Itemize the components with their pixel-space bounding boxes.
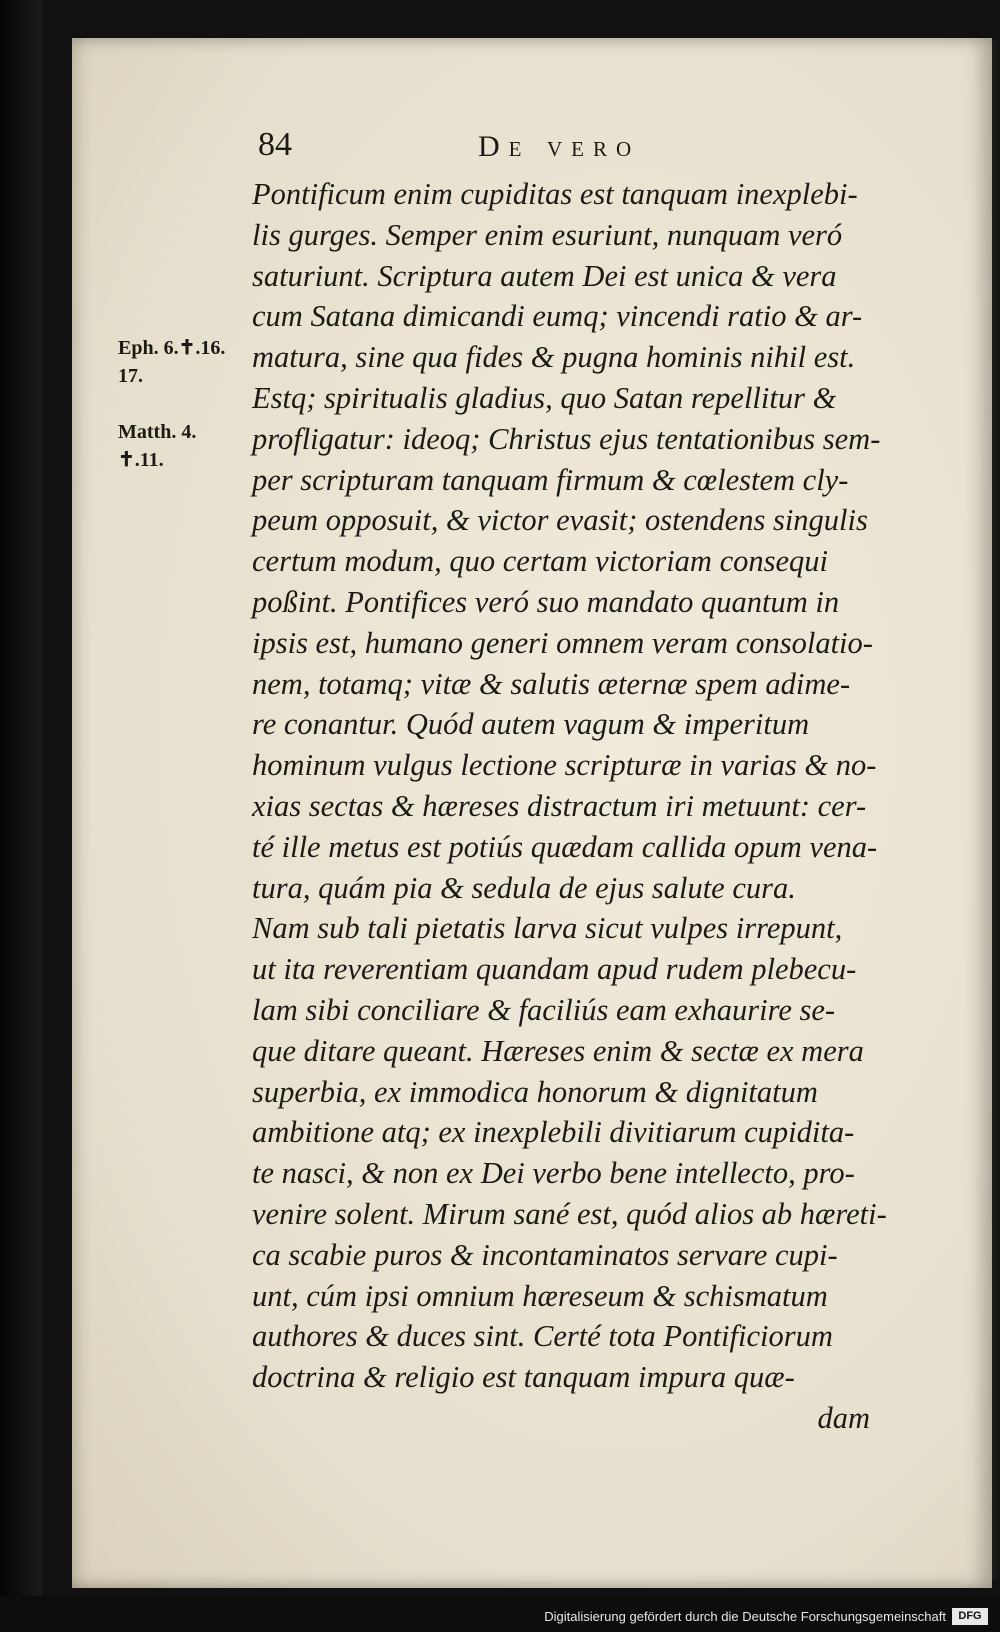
running-head: De vero (478, 130, 641, 163)
text-line: authores & duces sint. Certé tota Pontificiorum (252, 1319, 833, 1354)
text-line: cum Satana dimicandi eumq; vincendi ratio & ar- (252, 299, 863, 334)
text-line: que ditare queant. Hæreses enim & sectæ ex mera (252, 1033, 864, 1068)
text-line: hominum vulgus lectione scripturæ in varias & no- (252, 748, 877, 783)
margin-note: 17. (118, 365, 143, 387)
text-line: Estq; spiritualis gladius, quo Satan repellitur & (252, 380, 837, 415)
text-line: matura, sine qua fides & pugna hominis nihil est. (252, 340, 856, 375)
margin-note: Eph. 6.✝.16. (118, 337, 226, 359)
text-line: té ille metus est potiús quædam callida opum vena- (252, 829, 878, 864)
margin-notes (118, 334, 258, 474)
body-text (252, 174, 892, 1439)
margin-note (118, 390, 258, 418)
text-line: ipsis est, humano generi omnem veram consolatio- (252, 625, 873, 660)
text-line: re conantur. Quód autem vagum & imperitum (252, 707, 810, 742)
text-line: superbia, ex immodica honorum & dignitatum (252, 1074, 818, 1109)
text-line: unt, cúm ipsi omnium hæreseum & schismatum (252, 1278, 828, 1313)
text-line: Nam sub tali pietatis larva sicut vulpes irrepunt, (252, 911, 843, 946)
text-line: Pontificum enim cupiditas est tanquam inexplebi- (252, 177, 858, 211)
text-line: profligatur: ideoq; Christus ejus tentationibus sem- (252, 421, 881, 456)
text-line: xias sectas & hæreses distractum iri metuunt: cer- (252, 788, 867, 823)
funding-credit: Digitalisierung gefördert durch die Deutsche Forschungsgemeinschaft (544, 1609, 946, 1624)
page-number: 84 (258, 126, 292, 163)
text-line: venire solent. Mirum sané est, quód alios ab hæreti- (252, 1196, 887, 1231)
text-line: peum opposuit, & victor evasit; ostendens singulis (252, 503, 868, 538)
text-line: nem, totamq; vitæ & salutis æternæ spem adime- (252, 666, 851, 701)
dfg-logo: DFG (952, 1608, 988, 1625)
text-line: doctrina & religio est tanquam impura quæ- (252, 1360, 795, 1395)
text-line: per scripturam tanquam firmum & cœlestem cly- (252, 462, 849, 497)
margin-note: ✝.11. (118, 449, 164, 471)
text-line: te nasci, & non ex Dei verbo bene intellecto, pro- (252, 1156, 855, 1191)
text-line: lam sibi conciliare & faciliús eam exhaurire se- (252, 992, 836, 1027)
book-spine-shadow (0, 0, 42, 1632)
text-line: poßint. Pontifices veró suo mandato quantum in (252, 584, 840, 619)
text-line: ambitione atq; ex inexplebili divitiarum cupidita- (252, 1115, 855, 1150)
text-line: lis gurges. Semper enim esuriunt, nunquam veró (252, 217, 843, 252)
text-line: ut ita reverentiam quandam apud rudem plebecu- (252, 952, 857, 987)
text-line: ca scabie puros & incontaminatos servare cupi- (252, 1237, 838, 1272)
catchword: dam (817, 1400, 870, 1435)
text-line: tura, quám pia & sedula de ejus salute cura. (252, 870, 796, 905)
text-line: saturiunt. Scriptura autem Dei est unica & vera (252, 258, 837, 293)
margin-note: Matth. 4. (118, 421, 197, 443)
footer-bar (0, 1596, 1000, 1632)
page-header (258, 126, 888, 170)
text-line: certum modum, quo certam victoriam consequi (252, 544, 829, 579)
